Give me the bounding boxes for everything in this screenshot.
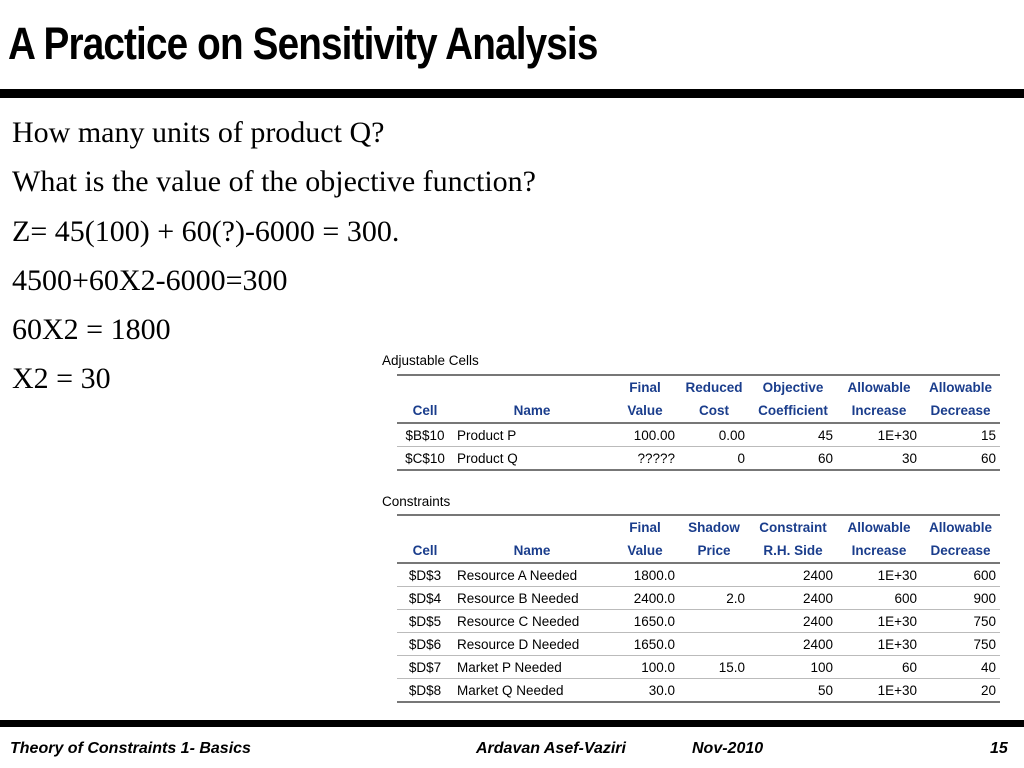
allowable-decrease: 60 <box>921 447 1000 471</box>
cell-name: Resource B Needed <box>453 587 611 610</box>
adjustable-cells-label: Adjustable Cells <box>382 353 479 368</box>
column-header: Shadow <box>679 515 749 539</box>
allowable-increase: 1E+30 <box>837 610 921 633</box>
column-header: R.H. Side <box>749 539 837 563</box>
column-header: Allowable <box>837 375 921 399</box>
constraint-rhs: 50 <box>749 679 837 703</box>
cell-ref: $D$7 <box>397 656 453 679</box>
table-row <box>397 423 1000 447</box>
shadow-price: 2.0 <box>679 587 749 610</box>
column-header: Name <box>453 399 611 423</box>
column-header: Increase <box>837 399 921 423</box>
constraint-rhs: 2400 <box>749 563 837 587</box>
header-row <box>397 515 1000 539</box>
allowable-decrease: 40 <box>921 656 1000 679</box>
column-header: Cell <box>397 399 453 423</box>
reduced-cost: 0 <box>679 447 749 471</box>
cell-ref: $D$8 <box>397 679 453 703</box>
header-row <box>397 539 1000 563</box>
cell-name: Resource D Needed <box>453 633 611 656</box>
table-row <box>397 633 1000 656</box>
cell-name: Resource C Needed <box>453 610 611 633</box>
table-row <box>397 563 1000 587</box>
column-header: Price <box>679 539 749 563</box>
cell-name: Resource A Needed <box>453 563 611 587</box>
shadow-price: 15.0 <box>679 656 749 679</box>
page-number: 15 <box>990 740 1008 757</box>
cell-ref: $D$6 <box>397 633 453 656</box>
column-header: Allowable <box>837 515 921 539</box>
constraints-table <box>397 514 1000 703</box>
column-header: Constraint <box>749 515 837 539</box>
column-header: Value <box>611 399 679 423</box>
cell-name: Market P Needed <box>453 656 611 679</box>
column-header <box>453 515 611 539</box>
column-header: Cost <box>679 399 749 423</box>
constraint-rhs: 100 <box>749 656 837 679</box>
body-line: X2 = 30 <box>12 362 111 396</box>
column-header: Decrease <box>921 399 1000 423</box>
column-header: Coefficient <box>749 399 837 423</box>
column-header: Reduced <box>679 375 749 399</box>
table-row <box>397 587 1000 610</box>
cell-ref: $B$10 <box>397 423 453 447</box>
header-row <box>397 375 1000 399</box>
column-header <box>397 515 453 539</box>
cell-ref: $C$10 <box>397 447 453 471</box>
column-header: Value <box>611 539 679 563</box>
body-line: 4500+60X2-6000=300 <box>12 263 288 297</box>
allowable-decrease: 750 <box>921 610 1000 633</box>
column-header: Allowable <box>921 375 1000 399</box>
shadow-price <box>679 633 749 656</box>
table-row <box>397 679 1000 703</box>
column-header: Final <box>611 375 679 399</box>
body-line: 60X2 = 1800 <box>12 313 171 347</box>
table-row <box>397 610 1000 633</box>
final-value: 100.0 <box>611 656 679 679</box>
allowable-increase: 1E+30 <box>837 633 921 656</box>
column-header: Objective <box>749 375 837 399</box>
shadow-price <box>679 679 749 703</box>
reduced-cost: 0.00 <box>679 423 749 447</box>
footer-divider <box>0 720 1024 727</box>
table-row <box>397 447 1000 471</box>
column-header: Final <box>611 515 679 539</box>
footer-date: Nov-2010 <box>692 740 764 757</box>
column-header <box>397 375 453 399</box>
body-line: What is the value of the objective function? <box>12 165 536 199</box>
cell-ref: $D$4 <box>397 587 453 610</box>
final-value: 1650.0 <box>611 610 679 633</box>
objective-coefficient: 45 <box>749 423 837 447</box>
allowable-increase: 60 <box>837 656 921 679</box>
column-header: Name <box>453 539 611 563</box>
constraint-rhs: 2400 <box>749 610 837 633</box>
column-header: Cell <box>397 539 453 563</box>
header-row <box>397 399 1000 423</box>
column-header: Decrease <box>921 539 1000 563</box>
cell-name: Product P <box>453 423 611 447</box>
allowable-decrease: 15 <box>921 423 1000 447</box>
column-header: Allowable <box>921 515 1000 539</box>
allowable-decrease: 600 <box>921 563 1000 587</box>
shadow-price <box>679 563 749 587</box>
objective-coefficient: 60 <box>749 447 837 471</box>
cell-ref: $D$3 <box>397 563 453 587</box>
final-value: ????? <box>611 447 679 471</box>
table-row <box>397 656 1000 679</box>
column-header: Increase <box>837 539 921 563</box>
allowable-decrease: 900 <box>921 587 1000 610</box>
allowable-increase: 1E+30 <box>837 679 921 703</box>
final-value: 30.0 <box>611 679 679 703</box>
adjustable-cells-table <box>397 374 1000 471</box>
cell-name: Product Q <box>453 447 611 471</box>
final-value: 2400.0 <box>611 587 679 610</box>
title-divider <box>0 89 1024 98</box>
slide-title: A Practice on Sensitivity Analysis <box>8 18 598 69</box>
constraints-label: Constraints <box>382 494 451 509</box>
final-value: 1800.0 <box>611 563 679 587</box>
footer-author: Ardavan Asef-Vaziri <box>476 740 626 757</box>
cell-ref: $D$5 <box>397 610 453 633</box>
allowable-increase: 600 <box>837 587 921 610</box>
final-value: 100.00 <box>611 423 679 447</box>
allowable-increase: 1E+30 <box>837 563 921 587</box>
constraint-rhs: 2400 <box>749 587 837 610</box>
allowable-decrease: 20 <box>921 679 1000 703</box>
column-header <box>453 375 611 399</box>
allowable-increase: 30 <box>837 447 921 471</box>
body-line: Z= 45(100) + 60(?)-6000 = 300. <box>12 214 400 248</box>
footer-course-title: Theory of Constraints 1- Basics <box>10 740 251 757</box>
allowable-increase: 1E+30 <box>837 423 921 447</box>
allowable-decrease: 750 <box>921 633 1000 656</box>
final-value: 1650.0 <box>611 633 679 656</box>
constraint-rhs: 2400 <box>749 633 837 656</box>
shadow-price <box>679 610 749 633</box>
body-line: How many units of product Q? <box>12 116 385 149</box>
cell-name: Market Q Needed <box>453 679 611 703</box>
